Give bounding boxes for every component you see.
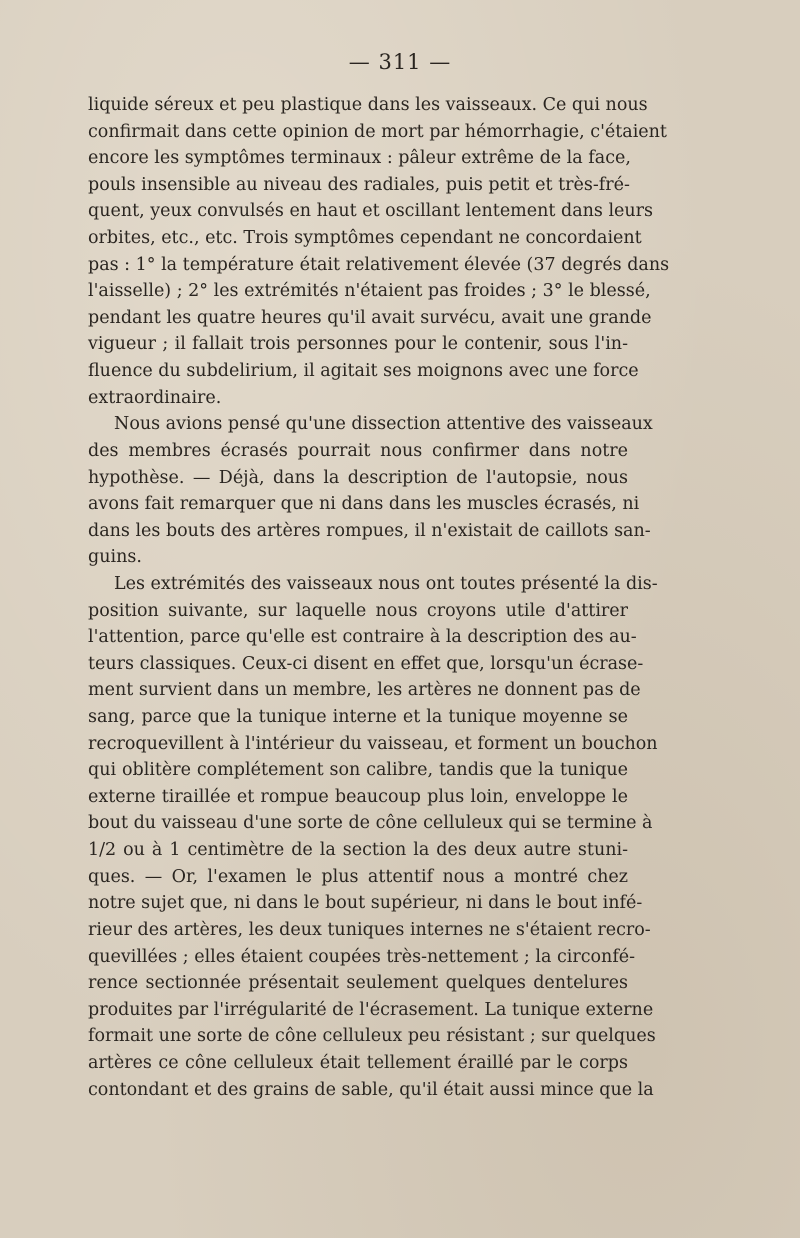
text-line: Les extrémités des vaisseaux nous ont toutes présenté la dis- [114, 573, 658, 594]
text-line: ques. — Or, l'examen le plus attentif nous a montré chez [88, 866, 628, 887]
text-line: l'aisselle) ; 2° les extrémités n'étaient pas froides ; 3° le blessé, [88, 281, 651, 302]
text-line: externe tiraillée et rompue beaucoup plus loin, enveloppe le [88, 786, 628, 807]
text-line: pas : 1° la température était relativement élevée (37 degrés dans [88, 254, 670, 275]
text-line: recroquevillent à l'intérieur du vaisseau, et forment un bouchon [88, 733, 658, 754]
text-line: position suivante, sur laquelle nous croyons utile d'attirer [88, 600, 628, 621]
text-line: quevillées ; elles étaient coupées très-nettement ; la circonfé- [88, 946, 636, 967]
text-line: l'attention, parce qu'elle est contraire à la description des au- [88, 627, 637, 648]
text-line: artères ce cône celluleux était tellement éraillé par le corps [88, 1052, 628, 1073]
text-line: pendant les quatre heures qu'il avait survécu, avait une grande [88, 307, 652, 328]
text-line: guins. [88, 547, 142, 568]
text-line: bout du vaisseau d'une sorte de cône celluleux qui se termine à [88, 813, 653, 834]
text-line: hypothèse. — Déjà, dans la description de l'autopsie, nous [88, 467, 628, 488]
text-line: contondant et des grains de sable, qu'il était aussi mince que la [88, 1079, 654, 1100]
text-line: rieur des artères, les deux tuniques internes ne s'étaient recro- [88, 919, 651, 940]
body-text [88, 92, 670, 1103]
text-line: pouls insensible au niveau des radiales, puis petit et très-fré- [88, 174, 630, 195]
text-line: formait une sorte de cône celluleux peu résistant ; sur quelques [88, 1026, 656, 1047]
text-line: quent, yeux convulsés en haut et oscillant lentement dans leurs [88, 201, 654, 222]
text-line: confirmait dans cette opinion de mort par hémorrhagie, c'étaient [88, 121, 667, 142]
text-line: fluence du subdelirium, il agitait ses moignons avec une force [88, 361, 639, 382]
text-line: Nous avions pensé qu'une dissection attentive des vaisseaux [114, 414, 653, 435]
text-line: orbites, etc., etc. Trois symptômes cependant ne concordaient [88, 228, 642, 249]
text-line: dans les bouts des artères rompues, il n'existait de caillots san- [88, 520, 651, 541]
text-line: liquide séreux et peu plastique dans les vaisseaux. Ce qui nous [88, 95, 648, 115]
text-line: 1/2 ou à 1 centimètre de la section la des deux autre stuni- [88, 840, 628, 861]
text-line: notre sujet que, ni dans le bout supérieur, ni dans le bout infé- [88, 893, 643, 914]
text-line: ment survient dans un membre, les artères ne donnent pas de [88, 680, 641, 701]
text-line: sang, parce que la tunique interne et la tunique moyenne se [88, 707, 628, 728]
text-line: des membres écrasés pourrait nous confirmer dans notre [88, 440, 628, 461]
text-line: teurs classiques. Ceux-ci disent en effet que, lorsqu'un écrase- [88, 653, 644, 674]
text-line: rence sectionnée présentait seulement quelques dentelures [88, 973, 628, 994]
text-line: qui oblitère complétement son calibre, tandis que la tunique [88, 760, 628, 781]
text-line: extraordinaire. [88, 387, 222, 408]
text-line: vigueur ; il fallait trois personnes pour le contenir, sous l'in- [88, 334, 628, 355]
text-line: avons fait remarquer que ni dans dans les muscles écrasés, ni [88, 494, 640, 515]
text-line: encore les symptômes terminaux : pâleur extrême de la face, [88, 148, 631, 169]
text-line: produites par l'irrégularité de l'écrasement. La tunique externe [88, 999, 654, 1020]
page-number: — 311 — [348, 50, 452, 74]
